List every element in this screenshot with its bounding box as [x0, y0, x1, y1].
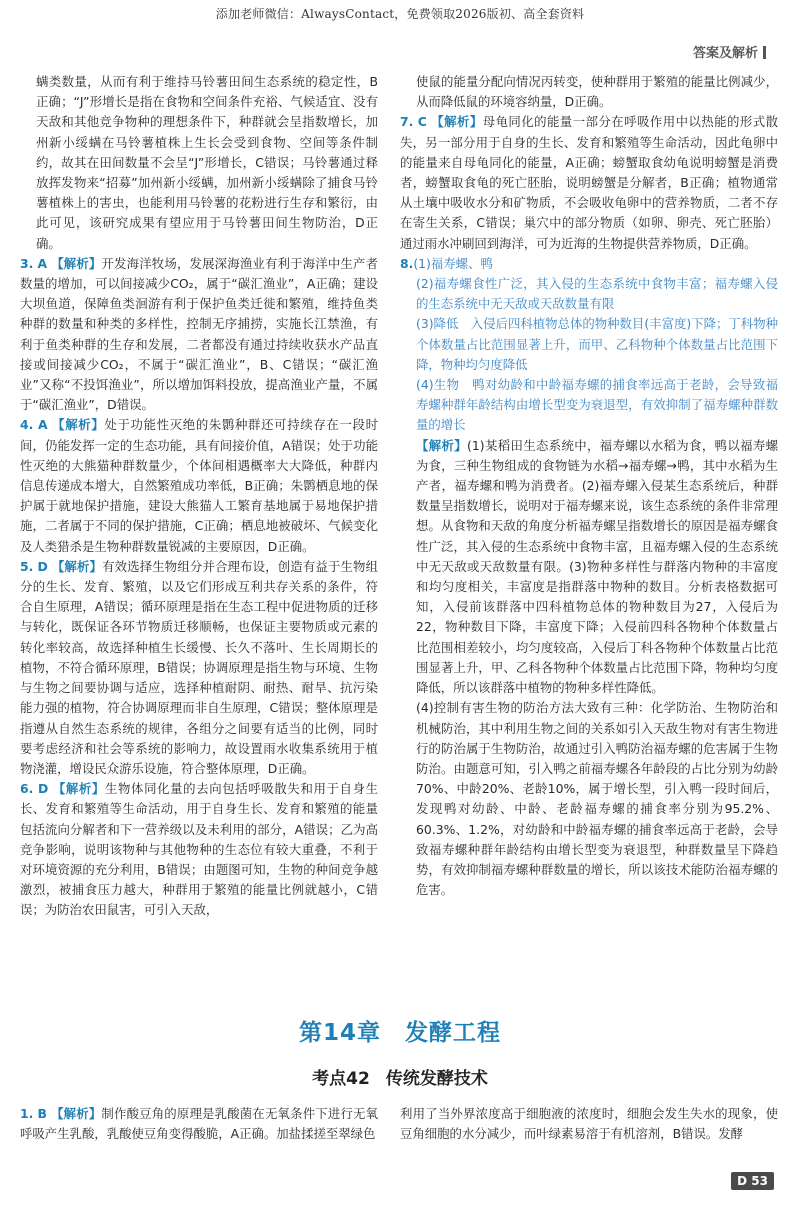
answer-q5: 5. D 【解析】有效选择生物组分并合理布设，创造有益于生物组分的生长、发育、繁殖，以及它们形成互利共存关系的条件，符合自生原理，A错误；循环原理是指在生态工程中促进物质的迁移与转化，既保证各环节物质迁移顺畅，也保证主要物质或元素的转化率较高，故选择种植生长缓慢、长久不落叶、生长周期长的植物，不符合循环原理，B错误；协调原理是指生物与环境、生物与生物之间要协调与适应，选择种植耐阴、耐热、耐旱、抗污染能力强的植物，符合协调原理而非自生原理，C错误；整体原理是指遵从自然生态系统的规律，各组分之间要有适当的比例，同时要考虑经济和社会等系统的影响力，故设置雨水收集系统用于植物浇灌，增设民众游乐设施，符合整体原理，D正确。 [20, 558, 378, 776]
answer-q3: 3. A 【解析】开发海洋牧场，发展深海渔业有利于海洋中生产者数量的增加，可以间接减少CO₂，属于“碳汇渔业”，A正确；建设大坝鱼道，保障鱼类洄游有利于保护鱼类迁徙和繁殖，维持鱼类种群的数量和种类的多样性，控制无序捕捞，实施长江禁渔，有利于鱼类种群的生存和发展，二者都没有通过持续收获水产品直接或间接减少CO₂，不属于“碳汇渔业”，B、C错误；“碳汇渔业”又称“不投饵渔业”，所以增加饵料投放，提高渔业产量，不属于“碳汇渔业”，D错误。 [20, 255, 378, 413]
continuation-q6: 使鼠的能量分配向情况丙转变，使种群用于繁殖的能量比例减少，从而降低鼠的环境容纳量，D正确。 [416, 74, 778, 110]
continuation-ch14-q1: 利用了当外界浓度高于细胞液的浓度时，细胞会发生失水的现象，使豆角细胞的水分减少，而叶绿素易溶于有机溶剂，B错误。发酵 [400, 1106, 778, 1142]
answer-q6: 6. D 【解析】生物体同化量的去向包括呼吸散失和用于自身生长、发育和繁殖等生命活动，用于自身生长、发育和繁殖的能量包括流向分解者和下一营养级以及未利用的部分，A错误；乙为高竞争影响，说明该物种与其他物种的生态位有较大重叠，不利于对环境资源的充分利用，B错误；由题图可知，生物的种间竞争越激烈，被捕食压力越大，种群用于繁殖的能量比例就越小，C错误；为防治农田鼠害，可引入天敌， [20, 781, 379, 918]
section-title: 考点42 传统发酵技术 [312, 1069, 488, 1089]
continuation-q2: 螨类数量，从而有利于维持马铃薯田间生态系统的稳定性，B正确；“J”形增长是指在食物和空间条件充裕、气候适宜、没有天敌和其他竞争物种的理想条件下，种群就会呈指数增长，加州新小绥螨在马铃薯植株上生长会受到食物、空间等条件制约，故其在田间数量不会呈“J”形增长，C错误；马铃薯通过释放挥发物来“招募”加州新小绥螨，加州新小绥螨除了捕食马铃薯植株上的害虫，也能利用马铃薯的花粉进行生存和繁衍，由此可见，该研究成果有望应用于马铃薯田间生物防治，D正确。 [36, 74, 378, 251]
section-header [693, 42, 766, 61]
bottom-right-column [400, 1104, 778, 1144]
answer-q8: 8.(1)福寿螺、鸭 (2)福寿螺食性广泛，其入侵的生态系统中食物丰富；福寿螺入侵的生态系统中无天敌或天敌数量有限 (3)降低 入侵后四科植物总体的物种数目(丰富度)下降；丁科物种个体数量占比范围显著上升，而甲、乙科物种个体数量占比范围下降，物种均匀度降低 (4)生物 鸭对幼龄和中龄福寿螺的捕食率远高于老龄，会导致福寿螺种群年龄结构由增长型变为衰退型，有效抑制了福寿螺种群数量的增长 【解析】(1)某稻田生态系统中，福寿螺以水稻为食，鸭以福寿螺为食，三种生物组成的食物链为水稻→福寿螺→鸭，其中水稻为生产者，福寿螺和鸭为消费者。(2)福寿螺入侵某生态系统后，种群数量呈指数增长，说明对于福寿螺来说，该生态系统的条件非常理想。从食物和天敌的角度分析福寿螺呈指数增长的原因是福寿螺食性广泛，其入侵的生态系统中食物丰富，且福寿螺入侵的生态系统中无天敌或天敌数量有限。(3)物种多样性与群落内物种的丰富度和均匀度相关，丰富度是指群落中物种的数目。分析表格数据可知，入侵前该群落中四科植物总体的物种数目为27，入侵后为22，物种数目下降，丰富度下降；入侵前四科各物种个体数量占比范围相差较小，均匀度较高，入侵后丁科各物种个体数量占比范围显著上升，甲、乙科各物种个体数量占比范围下降，物种均匀度降低，所以该群落中植物的物种多样性降低。 (4)控制有害生物的防治方法大致有三种：化学防治、生物防治和机械防治，其中利用生物之间的关系如引入天敌生物对有害生物进行的防治属于生物防治，故通过引入鸭防治福寿螺的危害属于生物防治。由题意可知，引入鸭之前福寿螺各年龄段的占比分别为幼龄70%、中龄20%、老龄10%，属于增长型，引入鸭一段时间后，发现鸭对幼龄、中龄、老龄福寿螺的捕食率分别为95.2%、60.3%、1.2%，对幼龄和中龄福寿螺的捕食率远高于老龄，会导致福寿螺种群年龄结构由增长型变为衰退型，种群数量呈下降趋势，有效抑制福寿螺种群数量的增长，所以该技术能防治福寿螺的危害。 [400, 255, 778, 898]
header-label-text: 答案及解析 [692, 46, 758, 61]
right-column [400, 72, 778, 900]
explanation-q8: 【解析】(1)某稻田生态系统中，福寿螺以水稻为食，鸭以福寿螺为食，三种生物组成的食物链为水稻→福寿螺→鸭，其中水稻为生产者，福寿螺和鸭为消费者。(2)福寿螺入侵某生态系统后，种群数量呈指数增长，说明对于福寿螺来说，该生态系统的条件非常理想。从食物和天敌的角度分析福寿螺呈指数增长的原因是福寿螺食性广泛，其入侵的生态系统中食物丰富，且福寿螺入侵的生态系统中无天敌或天敌数量有限。(3)物种多样性与群落内物种的丰富度和均匀度相关，丰富度是指群落中物种的数目。分析表格数据可知，入侵前该群落中四科植物总体的物种数目为27，入侵后为22，物种数目下降，丰富度下降；入侵前四科各物种个体数量占比范围相差较小，均匀度较高，入侵后丁科各物种个体数量占比范围显著上升，甲、乙科各物种个体数量占比范围下降，物种均匀度降低，所以该群落中植物的物种多样性降低。 [416, 437, 778, 696]
answer-q4: 4. A 【解析】处于功能性灭绝的朱鹮种群还可持续存在一段时间，仍能发挥一定的生态功能，具有间接价值，A错误；处于功能性灭绝的大熊猫种群数量少，个体间相遇概率大大降低，种群内信息传递成本增大，自然繁殖成功率低，B正确；朱鹮栖息地的保护属于就地保护措施，建设大熊猫人工繁育基地属于易地保护措施，二者属于不同的保护措施，C正确；栖息地被破坏、气候变化及人类猎杀是生物种群数量锐减的主要原因，D正确。 [20, 417, 378, 554]
chapter-title: 第14章 发酵工程 [298, 1020, 501, 1046]
left-column [20, 72, 378, 921]
header-bar-icon [763, 46, 766, 59]
bottom-left-column [20, 1104, 378, 1144]
watermark-banner: 添加老师微信：AlwaysContact，免费领取2026版初、高全套资料 [215, 7, 585, 21]
page-number: D 53 [731, 1172, 774, 1190]
answer-q7: 7. C 【解析】母龟同化的能量一部分在呼吸作用中以热能的形式散失，另一部分用于自身的生长、发育和繁殖等生命活动，因此龟卵中的能量来自母龟同化的能量，A正确；螃蟹取食幼龟说明螃蟹是消费者，螃蟹取食龟的死亡胚胎，说明螃蟹是分解者，B正确；植物通常从土壤中吸收水分和矿物质，不会吸收龟卵中的营养物质，二者不存在寄生关系，C错误；巢穴中的部分物质（如卵、卵壳、死亡胚胎）通过雨水冲刷回到海洋，可为近海的生物提供营养物质，D正确。 [400, 114, 779, 251]
answer-ch14-q1: 1. B 【解析】制作酸豆角的原理是乳酸菌在无氧条件下进行无氧呼吸产生乳酸，乳酸使豆角变得酸脆，A正确。加盐揉搓至翠绿色 [20, 1106, 378, 1142]
